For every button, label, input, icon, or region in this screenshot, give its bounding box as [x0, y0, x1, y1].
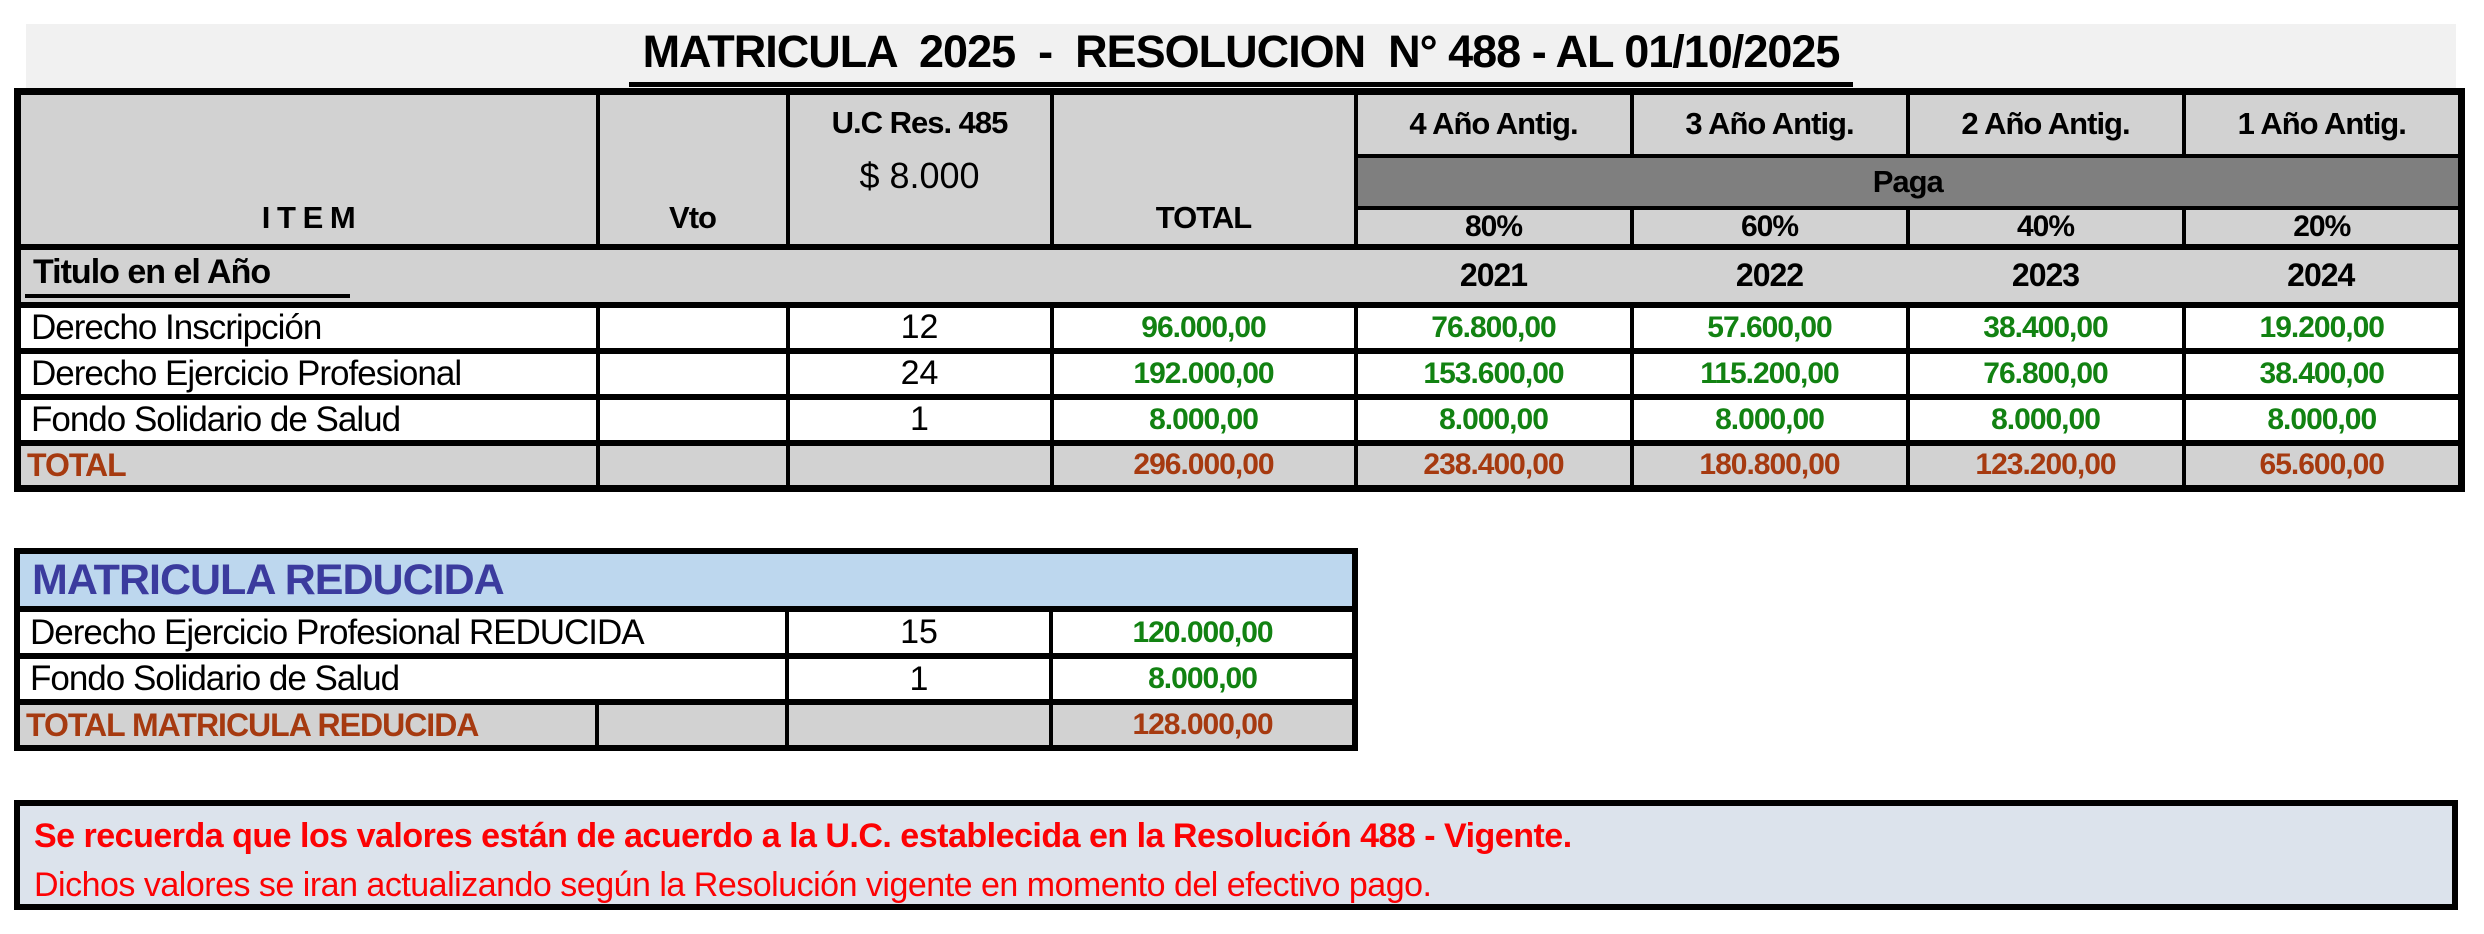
total-value-cell: 192.000,00: [1052, 351, 1356, 397]
row-total-reducida: [17, 702, 1355, 748]
titulo-label-cell: [18, 247, 1356, 305]
value-2022: 8.000,00: [1632, 397, 1908, 443]
row-fondo-reducida: [17, 656, 1355, 702]
matricula-reducida-title: MATRICULA REDUCIDA: [17, 551, 1355, 609]
value-2022: 115.200,00: [1632, 351, 1908, 397]
total-value-cell: 120.000,00: [1051, 609, 1355, 656]
note-box: [14, 800, 2458, 910]
titulo-en-el-anio-label: Titulo en el Año: [25, 253, 350, 298]
total-reducida-label: TOTAL MATRICULA REDUCIDA: [17, 702, 597, 748]
empty-cell: [598, 443, 788, 489]
note-line-2: Dichos valores se iran actualizando según la Resolución vigente en momento del efectivo pago.: [34, 866, 1432, 904]
vto-cell: [598, 397, 788, 443]
year-2023: 2023: [1908, 247, 2184, 305]
row-ejercicio-reducida: [17, 609, 1355, 656]
uc-column-header: [788, 92, 1052, 247]
total-reducida-value: 128.000,00: [1051, 702, 1355, 748]
antig-header-1: 1 Año Antig.: [2184, 92, 2462, 156]
total-value-cell: 96.000,00: [1052, 305, 1356, 351]
vto-cell: [598, 351, 788, 397]
year-2021: 2021: [1356, 247, 1632, 305]
total-value-cell: 8.000,00: [1051, 656, 1355, 702]
percent-40: 40%: [1908, 208, 2184, 247]
percent-20: 20%: [2184, 208, 2462, 247]
uc-amount-label: $ 8.000: [859, 155, 980, 196]
year-2022: 2022: [1632, 247, 1908, 305]
header-row-antig: [18, 92, 2462, 156]
grand-total-cell: 296.000,00: [1052, 443, 1356, 489]
total-2023: 123.200,00: [1908, 443, 2184, 489]
value-2023: 38.400,00: [1908, 305, 2184, 351]
matricula-reducida-table: [14, 548, 1358, 751]
titulo-year-row: [18, 247, 2462, 305]
item-column-header: I T E M: [18, 92, 598, 247]
antig-header-2: 2 Año Antig.: [1908, 92, 2184, 156]
total-column-header: TOTAL: [1052, 92, 1356, 247]
value-2021: 76.800,00: [1356, 305, 1632, 351]
total-2022: 180.800,00: [1632, 443, 1908, 489]
value-2023: 76.800,00: [1908, 351, 2184, 397]
empty-cell: [597, 702, 787, 748]
item-label: Derecho Ejercicio Profesional: [18, 351, 598, 397]
item-label: Derecho Ejercicio Profesional REDUCIDA: [17, 609, 787, 656]
uc-count-cell: 1: [787, 656, 1051, 702]
row-derecho-ejercicio: [18, 351, 2462, 397]
item-label: Derecho Inscripción: [18, 305, 598, 351]
item-label: Fondo Solidario de Salud: [18, 397, 598, 443]
uc-count-cell: 12: [788, 305, 1052, 351]
total-row-label: TOTAL: [18, 443, 598, 489]
year-2024: 2024: [2184, 247, 2462, 305]
uc-resolution-label: U.C Res. 485: [831, 105, 1008, 140]
uc-count-cell: 24: [788, 351, 1052, 397]
total-value-cell: 8.000,00: [1052, 397, 1356, 443]
uc-count-cell: 1: [788, 397, 1052, 443]
row-derecho-inscripcion: [18, 305, 2462, 351]
row-total: [18, 443, 2462, 489]
page-title: MATRICULA 2025 - RESOLUCION N° 488 - AL 01/10/2025: [629, 24, 1854, 87]
value-2022: 57.600,00: [1632, 305, 1908, 351]
vto-column-header: Vto: [598, 92, 788, 247]
total-2024: 65.600,00: [2184, 443, 2462, 489]
percent-80: 80%: [1356, 208, 1632, 247]
empty-cell: [787, 702, 1051, 748]
reducida-header-row: [17, 551, 1355, 609]
antig-header-4: 4 Año Antig.: [1356, 92, 1632, 156]
value-2021: 8.000,00: [1356, 397, 1632, 443]
percent-60: 60%: [1632, 208, 1908, 247]
value-2021: 153.600,00: [1356, 351, 1632, 397]
empty-cell: [788, 443, 1052, 489]
value-2024: 8.000,00: [2184, 397, 2462, 443]
antig-header-3: 3 Año Antig.: [1632, 92, 1908, 156]
main-fee-table: [14, 88, 2465, 492]
row-fondo-solidario: [18, 397, 2462, 443]
paga-band: Paga: [1356, 156, 2462, 208]
vto-cell: [598, 305, 788, 351]
value-2023: 8.000,00: [1908, 397, 2184, 443]
title-band: [26, 24, 2456, 88]
total-2021: 238.400,00: [1356, 443, 1632, 489]
value-2024: 38.400,00: [2184, 351, 2462, 397]
note-line-1: Se recuerda que los valores están de acuerdo a la U.C. establecida en la Resolución 488 - Vigente.: [34, 817, 1572, 855]
item-label: Fondo Solidario de Salud: [17, 656, 787, 702]
value-2024: 19.200,00: [2184, 305, 2462, 351]
uc-count-cell: 15: [787, 609, 1051, 656]
